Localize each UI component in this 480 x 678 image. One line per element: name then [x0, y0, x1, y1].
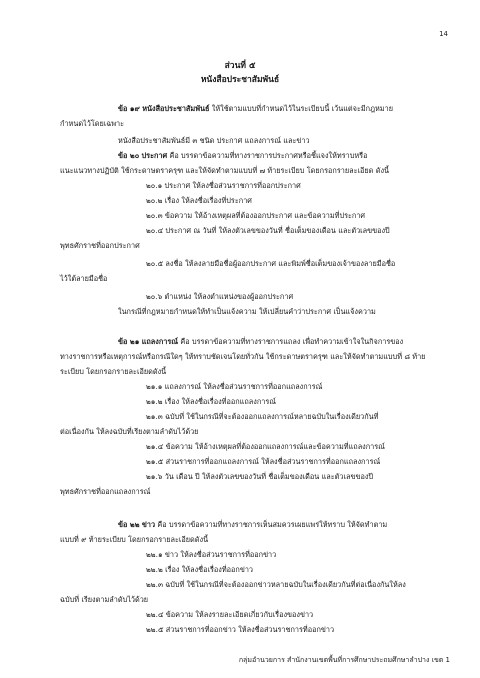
- article-20-note: ในกรณีที่กฎหมายกำหนดให้ทำเป็นแจ้งความ ให้เปลี่ยนคำว่าประกาศ เป็นแจ้งความ: [118, 307, 376, 316]
- item-21-1: ๒๑.๑ แถลงการณ์ ให้ลงชื่อส่วนราชการที่ออกแถลงการณ์: [146, 382, 323, 391]
- article-22-number: ข้อ ๒๒: [118, 520, 140, 529]
- article-19-number: ข้อ ๑๙: [118, 104, 140, 113]
- item-21-3-cont: ต่อเนื่องกัน ให้ลงฉบับที่เรียงตามลำดับไว้ด้วย: [60, 427, 199, 436]
- item-20-5-cont: ไว้ใต้ลายมือชื่อ: [60, 274, 108, 283]
- article-19-heading: หนังสือประชาสัมพันธ์: [142, 104, 210, 113]
- article-21-heading: แถลงการณ์: [141, 337, 179, 346]
- article-21-text: คือ บรรดาข้อความที่ทางราชการแถลง เพื่อทำความเข้าใจในกิจการของ: [180, 337, 404, 346]
- item-22-3-cont: ฉบับที่ เรียงตามลำดับไว้ด้วย: [60, 595, 149, 604]
- article-21-number: ข้อ ๒๑: [118, 337, 140, 346]
- item-21-5: ๒๑.๕ ส่วนราชการที่ออกแถลงการณ์ ให้ลงชื่อส่วนราชการที่ออกแถลงการณ์: [146, 457, 381, 466]
- article-21-cont-1: ทางราชการหรือเหตุการณ์หรือกรณีใดๆ ให้ทราบชัดเจนโดยทั่วกัน ใช้กระดาษตราครุฑ และให้จัดทำตามแบบที่ ๘ ท้าย: [60, 352, 426, 361]
- item-21-6: ๒๑.๖ วัน เดือน ปี ให้ลงตัวเลขของวันที่ ชื่อเต็มของเดือน และตัวเลขของปี: [146, 472, 374, 481]
- item-22-5: ๒๒.๕ ส่วนราชการที่ออกข่าว ให้ลงชื่อส่วนราชการที่ออกข่าว: [146, 625, 335, 634]
- item-20-4: ๒๐.๔ ประกาศ ณ วันที่ ให้ลงตัวเลขของวันที่ ชื่อเต็มของเดือน และตัวเลขของปี: [146, 226, 390, 235]
- article-22-text: คือ บรรดาข้อความที่ทางราชการเห็นสมควรเผยแพร่ให้ทราบ ให้จัดทำตาม: [157, 520, 388, 529]
- part-title: ส่วนที่ ๕: [224, 61, 256, 71]
- article-19-kinds: หนังสือประชาสัมพันธ์มี ๓ ชนิด ประกาศ แถลงการณ์ และข่าว: [118, 136, 310, 145]
- article-20-number: ข้อ ๒๐: [118, 151, 140, 160]
- item-22-3: ๒๒.๓ ฉบับที่ ใช้ในกรณีที่จะต้องออกข่าวหลายฉบับในเรื่องเดียวกันที่ต่อเนื่องกันให้ลง: [146, 580, 406, 589]
- item-22-2: ๒๒.๒ เรื่อง ให้ลงชื่อเรื่องที่ออกข่าว: [146, 565, 254, 574]
- article-20-heading: ประกาศ: [141, 151, 168, 160]
- item-22-4: ๒๒.๔ ข้อความ ให้ลงรายละเอียดเกี่ยวกับเรื่องของข่าว: [146, 610, 314, 619]
- item-20-1: ๒๐.๑ ประกาศ ให้ลงชื่อส่วนราชการที่ออกประกาศ: [146, 181, 301, 190]
- item-21-3: ๒๑.๓ ฉบับที่ ใช้ในกรณีที่จะต้องออกแถลงการณ์หลายฉบับในเรื่องเดียวกันที่: [146, 412, 379, 421]
- article-20: [118, 151, 367, 161]
- article-22: [118, 520, 387, 530]
- item-20-5: ๒๐.๕ ลงชื่อ ให้ลงลายมือชื่อผู้ออกประกาศ และพิมพ์ชื่อเต็มของเจ้าของลายมือชื่อ: [146, 259, 396, 268]
- section-title: หนังสือประชาสัมพันธ์: [200, 75, 280, 85]
- article-21: [118, 337, 403, 347]
- article-21-cont-2: ระเบียบ โดยกรอกรายละเอียดดังนี้: [60, 367, 167, 376]
- page-number: 14: [439, 30, 448, 38]
- item-20-2: ๒๐.๒ เรื่อง ให้ลงชื่อเรื่องที่ประกาศ: [146, 196, 252, 205]
- article-20-text: คือ บรรดาข้อความที่ทางราชการประกาศหรือชี้แจงให้ทราบหรือ: [169, 151, 368, 160]
- article-22-cont: แบบที่ ๙ ท้ายระเบียบ โดยกรอกรายละเอียดดังนี้: [60, 535, 209, 544]
- item-20-6: ๒๐.๖ ตำแหน่ง ให้ลงตำแหน่งของผู้ออกประกาศ: [146, 292, 294, 301]
- item-20-3: ๒๐.๓ ข้อความ ให้อ้างเหตุผลที่ต้องออกประกาศ และข้อความที่ประกาศ: [146, 211, 366, 220]
- item-20-4-cont: พุทธศักราชที่ออกประกาศ: [60, 241, 140, 250]
- article-20-cont: แนะแนวทางปฏิบัติ ใช้กระดาษตราครุฑ และให้จัดทำตามแบบที่ ๗ ท้ายระเบียบ โดยกรอกรายละเอียด ดังนี้: [60, 166, 390, 175]
- item-21-6-cont: พุทธศักราชที่ออกแถลงการณ์: [60, 487, 151, 496]
- article-19-text: ให้ใช้ตามแบบที่กำหนดไว้ในระเบียบนี้ เว้นแต่จะมีกฎหมาย: [211, 104, 393, 113]
- item-21-2: ๒๑.๒ เรื่อง ให้ลงชื่อเรื่องที่ออกแถลงการณ์: [146, 397, 277, 406]
- footer: กลุ่มอำนวยการ สำนักงานเขตพื้นที่การศึกษาประถมศึกษาลำปาง เขต 1: [238, 656, 450, 664]
- article-19: [118, 104, 393, 114]
- item-21-4: ๒๑.๔ ข้อความ ให้อ้างเหตุผลที่ต้องออกแถลงการณ์และข้อความที่แถลงการณ์: [146, 442, 385, 451]
- article-22-heading: ข่าว: [141, 520, 156, 529]
- item-22-1: ๒๒.๑ ข่าว ให้ลงชื่อส่วนราชการที่ออกข่าว: [146, 550, 277, 559]
- article-19-cont: กำหนดไว้โดยเฉพาะ: [60, 119, 125, 128]
